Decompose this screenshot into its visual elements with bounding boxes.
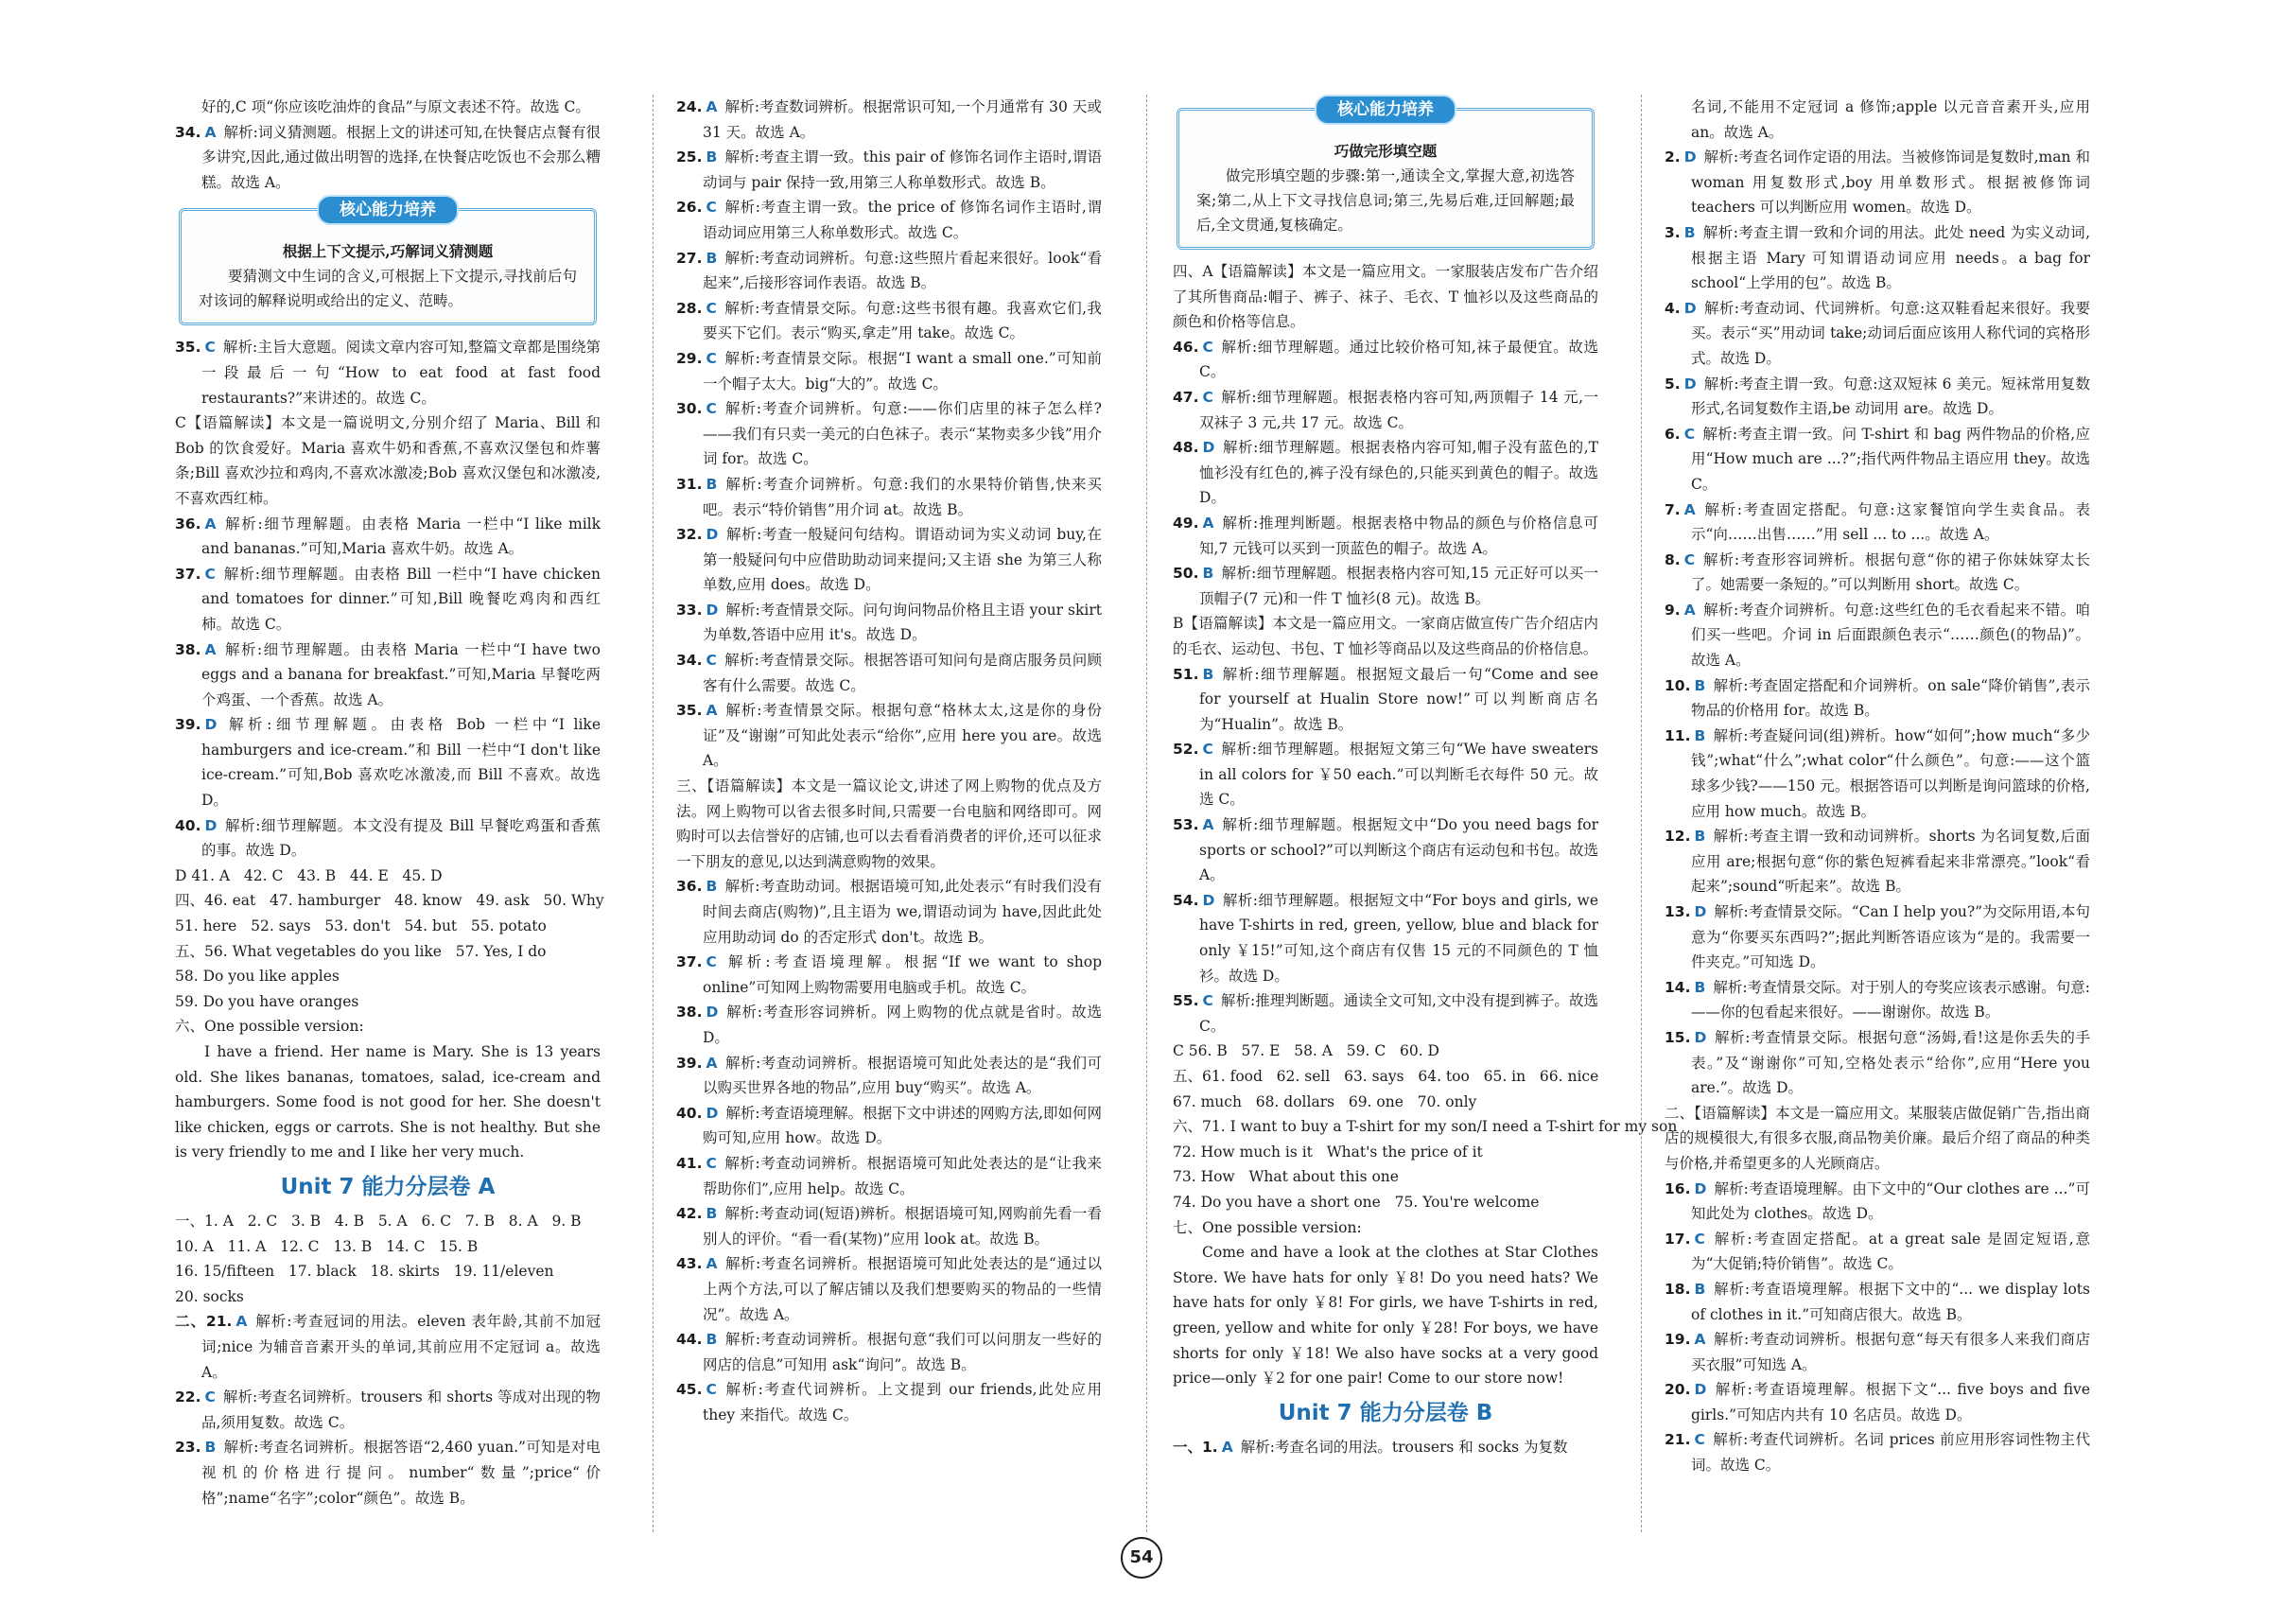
explanation-text: 解析:考查语境理解。根据下文中讲述的网购方法,即如何网购可知,应用 how。故选 D。 bbox=[703, 1104, 1102, 1147]
answer-letter: A bbox=[1202, 514, 1214, 532]
question-number: 51. bbox=[1173, 665, 1199, 683]
question-number: 14. bbox=[1665, 978, 1691, 996]
tip-box bbox=[179, 201, 597, 325]
explanation-text: 解析:考查情景交际。根据句意“格林太太,这是你的身份证”及“谢谢”可知此处表示“给你”,应用 here you are。故选 A。 bbox=[703, 702, 1102, 770]
answer-letter: A bbox=[706, 98, 718, 115]
explanation-text: 解析:考查固定搭配。句意:这家餐馆向学生卖食品。表示“向……出售……”用 sell ... to ...。故选 A。 bbox=[1691, 500, 2090, 544]
question-number: 35. bbox=[676, 702, 703, 720]
answer-item bbox=[175, 120, 601, 196]
answer-item bbox=[1665, 975, 2090, 1025]
explanation-text: 解析:考查动词辨析。根据句意“每天有很多人来我们商店买衣服”可知选 A。 bbox=[1691, 1331, 2090, 1373]
answer-item bbox=[676, 246, 1102, 296]
explanation-text: 解析:考查冠词的用法。eleven 表年龄,其前不加冠词;nice 为辅音音素开头的单词,其前应用不定冠词 a。故选 A。 bbox=[201, 1313, 601, 1381]
explanation-text: 解析:细节理解题。通过比较价格可知,袜子最便宜。故选 C。 bbox=[1199, 338, 1598, 381]
answer-letter: A bbox=[1221, 1438, 1233, 1456]
answer-item bbox=[1173, 385, 1598, 435]
question-number: 35. bbox=[175, 339, 201, 357]
answer-letter: A bbox=[1694, 1331, 1706, 1349]
explanation-text: 解析:细节理解题。根据短文中“For boys and girls, we have T-shirts in red, green, yellow, blue and black for only ￥15!”可知,这个商店有仅售 15 元的不同颜色的 T 恤衫。故选 D。 bbox=[1199, 891, 1598, 985]
question-number: 16. bbox=[1665, 1179, 1691, 1197]
explanation-text: 解析:考查代词辨析。上文提到 our friends,此处应用 they 来指代。故选 C。 bbox=[703, 1381, 1102, 1423]
explanation-text: 解析:考查代词辨析。名词 prices 前应用形容词性物主代词。故选 C。 bbox=[1691, 1431, 2090, 1475]
question-number: 7. bbox=[1665, 500, 1681, 518]
answer-item bbox=[1665, 1327, 2090, 1377]
answer-line: 67. much 68. dollars 69. one 70. only bbox=[1173, 1092, 1477, 1110]
passage-summary: 四、A【语篇解读】本文是一篇应用文。一家服装店发布广告介绍了其所售商品:帽子、裤子、袜子、毛衣、T 恤衫以及这些商品的颜色和价格等信息。 bbox=[1173, 263, 1598, 331]
answer-line: 51. here 52. says 53. don't 54. but 55. potato bbox=[175, 917, 547, 935]
answer-letter: A bbox=[204, 123, 217, 141]
answer-letter: C bbox=[1202, 388, 1213, 406]
answer-item bbox=[676, 346, 1102, 396]
passage-summary: 三、【语篇解读】本文是一篇议论文,讲述了网上购物的优点及方法。网上购物可以省去很多时间,只需要一台电脑和网络即可。网购时可以去信誉好的店铺,也可以去看看消费者的评价,还可以征求一下朋友的意见,以达到满意购物的效果。 bbox=[676, 777, 1102, 870]
question-number: 17. bbox=[1665, 1230, 1691, 1248]
answer-item bbox=[1173, 888, 1598, 988]
explanation-text: 解析:考查主谓一致。句意:这双短袜 6 美元。短袜常用复数形式,名词复数作主语,be 动词用 are。故选 D。 bbox=[1691, 375, 2090, 418]
answer-item bbox=[1665, 824, 2090, 899]
answer-letter: C bbox=[706, 349, 717, 367]
answer-item bbox=[1665, 296, 2090, 372]
answer-letter: A bbox=[204, 515, 217, 533]
answer-letter: D bbox=[1683, 148, 1697, 166]
question-number: 23. bbox=[175, 1439, 201, 1457]
question-number: 46. bbox=[1173, 338, 1199, 356]
answer-item bbox=[1665, 899, 2090, 975]
answer-letter: D bbox=[1694, 1028, 1707, 1046]
question-number: 29. bbox=[676, 349, 703, 367]
answer-item bbox=[1665, 498, 2090, 548]
tip-body: 要猜测文中生词的含义,可根据上下文提示,寻找前后句对该词的解释说明或给出的定义、范畴。 bbox=[199, 268, 577, 310]
question-number: 15. bbox=[1665, 1028, 1691, 1046]
answer-item bbox=[175, 1309, 601, 1385]
answer-letter: A bbox=[706, 1054, 718, 1072]
explanation-text: 解析:考查主谓一致。the price of 修饰名词作主语时,谓语动词应用第三人称单数形式。故选 C。 bbox=[703, 199, 1102, 241]
answer-letter: B bbox=[706, 249, 718, 267]
answer-letter: D bbox=[1202, 439, 1215, 457]
question-number: 20. bbox=[1665, 1381, 1691, 1399]
explanation-text: 解析:考查疑问词(组)辨析。how“如何”;how much“多少钱”;what“什么”;what color“什么颜色”。句意:——这个篮球多少钱?——150 元。根据答语可以判断是询问篮球的价格,应用 how much。故选 B。 bbox=[1691, 726, 2090, 820]
answer-item bbox=[175, 813, 601, 864]
explanation-text: 解析:细节理解题。根据短文中“Do you need bags for sports or school?”可以判断这个商店有运动包和书包。故选 A。 bbox=[1199, 816, 1598, 884]
question-number: 18. bbox=[1665, 1280, 1691, 1298]
answer-item bbox=[1665, 724, 2090, 824]
question-number: 32. bbox=[676, 526, 703, 544]
explanation-text: 解析:考查名词作定语的用法。当被修饰词是复数时,man 和 woman 用复数形式,boy 用单数形式。根据被修饰词 teachers 可以判断应用 women。故选 D。 bbox=[1691, 148, 2090, 217]
question-number: 9. bbox=[1665, 601, 1681, 619]
answer-item bbox=[1665, 1227, 2090, 1277]
explanation-text: 解析:考查形容词辨析。网上购物的优点就是省时。故选 D。 bbox=[703, 1004, 1102, 1046]
answer-letter: B bbox=[1694, 1280, 1706, 1298]
answer-item bbox=[676, 296, 1102, 346]
question-number: 37. bbox=[676, 953, 703, 971]
explanation-text: 解析:考查形容词辨析。根据句意“你的裙子你妹妹穿太长了。她需要一条短的。”可以判断用 short。故选 C。 bbox=[1691, 550, 2090, 594]
answer-line: 58. Do you like apples bbox=[175, 968, 340, 986]
answer-letter: B bbox=[706, 1205, 718, 1223]
explanation-text: 解析:考查主谓一致。问 T-shirt 和 bag 两件物品的价格,应用“How much are ...?”;指代两件物品主语应用 they。故选 C。 bbox=[1691, 425, 2090, 493]
answer-item bbox=[676, 1051, 1102, 1101]
answer-line: 五、61. food 62. sell 63. says 64. too 65. in 66. nice bbox=[1173, 1068, 1599, 1085]
answer-item bbox=[676, 950, 1102, 1000]
explanation-text: 解析:考查语境理解。由下文中的“Our clothes are ...”可知此处为 clothes。故选 D。 bbox=[1691, 1179, 2090, 1223]
tip-body: 做完形填空题的步骤:第一,通读全文,掌握大意,初选答案;第二,从上下文寻找信息词;第三,先易后难,迂回解题;最后,全文贯通,复核确定。 bbox=[1196, 167, 1575, 234]
answer-item bbox=[1665, 1277, 2090, 1327]
answer-letter: C bbox=[1694, 1431, 1705, 1449]
answer-letter: C bbox=[706, 1154, 717, 1172]
question-number: 47. bbox=[1173, 388, 1199, 406]
answer-item bbox=[676, 1201, 1102, 1251]
tip-title: 巧做完形填空题 bbox=[1334, 142, 1438, 160]
answer-letter: D bbox=[1683, 375, 1697, 393]
question-number: 54. bbox=[1173, 891, 1199, 909]
explanation-text: 解析:考查情景交际。问句询问物品价格且主语 your skirt 为单数,答语中应用 it's。故选 D。 bbox=[703, 601, 1102, 644]
answer-letter: B bbox=[1202, 565, 1214, 583]
tip-box bbox=[1177, 100, 1595, 250]
answer-letter: A bbox=[706, 1255, 718, 1273]
answer-letter: A bbox=[235, 1313, 248, 1331]
question-number: 31. bbox=[676, 475, 703, 493]
answer-letter: C bbox=[706, 199, 717, 217]
question-number: 21. bbox=[1665, 1431, 1691, 1449]
answer-letter: C bbox=[706, 953, 717, 971]
unit-heading: Unit 7 能力分层卷 A bbox=[280, 1174, 496, 1199]
question-number: 一、1. bbox=[1173, 1438, 1218, 1456]
answer-item bbox=[1665, 372, 2090, 422]
answer-letter: B bbox=[1694, 828, 1706, 846]
answer-letter: B bbox=[706, 1331, 718, 1349]
answer-letter: D bbox=[706, 526, 719, 544]
answer-item bbox=[1173, 335, 1598, 385]
explanation-text: 解析:考查动词、代词辨析。句意:这双鞋看起来很好。我要买。表示“买”用动词 take;动词后面应该用人称代词的宾格形式。故选 D。 bbox=[1691, 299, 2090, 367]
answer-item bbox=[676, 1151, 1102, 1201]
answer-item bbox=[676, 195, 1102, 245]
answer-line: D 41. A 42. C 43. B 44. E 45. D bbox=[175, 866, 443, 884]
tip-badge: 核心能力培养 bbox=[317, 195, 459, 225]
question-number: 25. bbox=[676, 148, 703, 166]
explanation-text: 解析:细节理解题。根据表格内容可知,两顶帽子 14 元,一双袜子 3 元,共 17 元。故选 C。 bbox=[1199, 388, 1598, 431]
question-number: 6. bbox=[1665, 425, 1681, 443]
answer-line: 七、One possible version: bbox=[1173, 1218, 1362, 1236]
explanation-text: 解析:考查动词辨析。根据语境可知此处表达的是“我们可以购买世界各地的物品”,应用 buy“购买”。故选 A。 bbox=[703, 1054, 1102, 1097]
answer-letter: A bbox=[204, 640, 217, 658]
explanation-text: 解析:细节理解题。由表格 Maria 一栏中“I like milk and bananas.”可知,Maria 喜欢牛奶。故选 A。 bbox=[201, 515, 601, 558]
answer-letter: D bbox=[1694, 903, 1707, 920]
explanation-text: 解析:考查情景交际。根据“I want a small one.”可知前一个帽子太大。big“大的”。故选 C。 bbox=[703, 349, 1102, 393]
answer-letter: C bbox=[1202, 338, 1213, 356]
question-number: 24. bbox=[676, 98, 703, 115]
question-number: 11. bbox=[1665, 726, 1691, 744]
answer-letter: B bbox=[706, 475, 718, 493]
answer-letter: C bbox=[1202, 992, 1213, 1010]
answer-item bbox=[175, 1385, 601, 1435]
answer-letter: D bbox=[706, 601, 719, 619]
answer-item bbox=[1173, 561, 1598, 611]
explanation-text: 解析:考查主谓一致和动词辨析。shorts 为名词复数,后面应用 are;根据句意“你的紫色短裤看起来非常漂亮。”look“看起来”;sound“听起来”。故选 B。 bbox=[1691, 828, 2090, 896]
answer-line: 一、1. A 2. C 3. B 4. B 5. A 6. C 7. B 8. A 9. B bbox=[175, 1212, 582, 1230]
answer-item bbox=[676, 598, 1102, 648]
answer-line: 四、46. eat 47. hamburger 48. know 49. ask 50. Why bbox=[175, 892, 604, 910]
column-divider bbox=[653, 95, 654, 1532]
answer-line: 59. Do you have oranges bbox=[175, 992, 359, 1010]
answer-item bbox=[175, 512, 601, 562]
answer-column-4 bbox=[1665, 95, 2090, 1532]
explanation-text: 解析:主旨大意题。阅读文章内容可知,整篇文章都是围绕第一段最后一句“How to eat food at fast food restaurants?”来讲述的。故选 C。 bbox=[201, 339, 601, 407]
answer-item bbox=[1665, 1377, 2090, 1427]
answer-letter: A bbox=[1683, 601, 1696, 619]
answer-letter: C bbox=[1683, 425, 1696, 443]
question-number: 28. bbox=[676, 299, 703, 317]
question-number: 5. bbox=[1665, 375, 1681, 393]
sample-essay: I have a friend. Her name is Mary. She is 13 years old. She likes bananas, tomatoes, salad, ice-cream and hamburgers. Some food is not good for her. She doesn't like chicken, eggs or carrots. She is not healthy. But she is very friendly to me and I like her very much. bbox=[175, 1043, 601, 1161]
question-number: 39. bbox=[175, 716, 201, 734]
question-number: 40. bbox=[676, 1104, 703, 1122]
answer-item bbox=[676, 1251, 1102, 1327]
explanation-text: 解析:细节理解题。本文没有提及 Bill 早餐吃鸡蛋和香蕉的事。故选 D。 bbox=[201, 816, 601, 860]
answer-item bbox=[1173, 511, 1598, 561]
question-number: 43. bbox=[676, 1255, 703, 1273]
explanation-text: 解析:细节理解题。由表格 Bill 一栏中“I have chicken and tomatoes for dinner.”可知,Bill 晚餐吃鸡肉和西红柿。故选 C。 bbox=[201, 565, 601, 633]
question-number: 50. bbox=[1173, 565, 1199, 583]
answer-item bbox=[1665, 220, 2090, 296]
answer-letter: C bbox=[204, 565, 216, 583]
question-number: 二、21. bbox=[175, 1313, 233, 1331]
answer-letter: D bbox=[1683, 299, 1697, 317]
answer-letter: D bbox=[706, 1104, 719, 1122]
question-number: 42. bbox=[676, 1205, 703, 1223]
answer-line: 72. How much is it What's the price of it bbox=[1173, 1143, 1483, 1161]
answer-item bbox=[1665, 1427, 2090, 1477]
explanation-text: 解析:考查助动词。根据语境可知,此处表示“有时我们没有时间去商店(购物)”,且主语为 we,谓语动词为 have,因此此处应用助动词 do 的否定形式 don't。故选 B。 bbox=[703, 878, 1102, 946]
question-number: 26. bbox=[676, 199, 703, 217]
answer-letter: C bbox=[204, 339, 216, 357]
answer-letter: B bbox=[706, 878, 718, 896]
passage-summary: B【语篇解读】本文是一篇应用文。一家商店做宣传广告介绍店内的毛衣、运动包、书包、T 恤衫等商品以及这些商品的价格信息。 bbox=[1173, 615, 1598, 657]
question-number: 40. bbox=[175, 816, 201, 834]
column-divider bbox=[1641, 95, 1642, 1532]
explanation-text: 解析:推理判断题。根据表格中物品的颜色与价格信息可知,7 元钱可以买到一顶蓝色的帽子。故选 A。 bbox=[1199, 514, 1598, 557]
answer-line: 16. 15/fifteen 17. black 18. skirts 19. 11/eleven bbox=[175, 1263, 554, 1281]
question-number: 37. bbox=[175, 565, 201, 583]
explanation-text: 解析:考查名词辨析。根据答语“2,460 yuan.”可知是对电视机的价格进行提问。number“数量”;price“价格”;name“名字”;color“颜色”。故选 B。 bbox=[201, 1439, 601, 1507]
answer-letter: B bbox=[1694, 726, 1706, 744]
answer-item bbox=[1173, 435, 1598, 511]
answer-letter: C bbox=[706, 299, 717, 317]
explanation-text: 解析:考查介词辨析。句意:我们的水果特价销售,快来买吧。表示“特价销售”用介词 at。故选 B。 bbox=[703, 475, 1102, 518]
passage-summary: C【语篇解读】本文是一篇说明文,分别介绍了 Maria、Bill 和 Bob 的饮食爱好。Maria 喜欢牛奶和香蕉,不喜欢汉堡包和炸薯条;Bill 喜欢沙拉和鸡肉,不喜欢冰激凌;Bob 喜欢汉堡包和冰激凌,不喜欢西红柿。 bbox=[175, 414, 601, 507]
explanation-text: 解析:考查情景交际。根据答语可知问句是商店服务员问顾客有什么需要。故选 C。 bbox=[703, 652, 1102, 694]
explanation-text: 解析:考查名词辨析。trousers 和 shorts 等成对出现的物品,须用复数。故选 C。 bbox=[201, 1388, 601, 1431]
continued-text: 名词,不能用不定冠词 a 修饰;apple 以元音音素开头,应用 an。故选 A。 bbox=[1691, 98, 2090, 141]
question-number: 3. bbox=[1665, 223, 1681, 241]
answer-item bbox=[175, 712, 601, 812]
passage-summary: 二、【语篇解读】本文是一篇应用文。某服装店做促销广告,指出商店的规模很大,有很多衣服,商品物美价廉。最后介绍了商品的种类与价格,并希望更多的人光顾商店。 bbox=[1665, 1104, 2090, 1172]
answer-letter: D bbox=[1694, 1381, 1707, 1399]
answer-item bbox=[1665, 422, 2090, 498]
question-number: 39. bbox=[676, 1054, 703, 1072]
answer-letter: C bbox=[204, 1388, 216, 1406]
answer-item bbox=[1173, 662, 1598, 738]
explanation-text: 解析:考查情景交际。对于别人的夸奖应该表示感谢。句意:——你的包看起来很好。——谢谢你。故选 B。 bbox=[1691, 978, 2090, 1022]
answer-letter: B bbox=[1694, 676, 1706, 694]
explanation-text: 解析:考查动词(短语)辨析。根据语境可知,网购前先看一看别人的评价。“看一看(某物)”应用 look at。故选 B。 bbox=[703, 1205, 1102, 1248]
explanation-text: 解析:考查名词辨析。根据语境可知此处表达的是“通过以上两个方法,可以了解店铺以及我们想要购买的物品的一些情况”。故选 A。 bbox=[703, 1255, 1102, 1323]
answer-line: 五、56. What vegetables do you like 57. Yes, I do bbox=[175, 942, 547, 960]
explanation-text: 解析:考查语境理解。根据下文中的“... we display lots of clothes in it.”可知商店很大。故选 B。 bbox=[1691, 1280, 2090, 1323]
explanation-text: 解析:细节理解题。由表格 Bob 一栏中“I like hamburgers and ice-cream.”和 Bill 一栏中“I don't like ice-cream.”可知,Bob 喜欢吃冰激凌,而 Bill 不喜欢。故选 D。 bbox=[201, 716, 601, 810]
question-number: 45. bbox=[676, 1381, 703, 1399]
question-number: 34. bbox=[676, 652, 703, 670]
tip-badge: 核心能力培养 bbox=[1315, 95, 1456, 125]
question-number: 52. bbox=[1173, 741, 1199, 759]
answer-line: 六、One possible version: bbox=[175, 1018, 364, 1036]
question-number: 36. bbox=[676, 878, 703, 896]
answer-item bbox=[676, 698, 1102, 774]
question-number: 19. bbox=[1665, 1331, 1691, 1349]
answer-line: C 56. B 57. E 58. A 59. C 60. D bbox=[1173, 1042, 1439, 1060]
question-number: 44. bbox=[676, 1331, 703, 1349]
answer-item bbox=[676, 1101, 1102, 1151]
answer-line: 73. How What about this one bbox=[1173, 1168, 1399, 1186]
answer-letter: B bbox=[1694, 978, 1706, 996]
question-number: 10. bbox=[1665, 676, 1691, 694]
answer-item bbox=[1173, 1435, 1598, 1460]
explanation-text: 解析:考查情景交际。“Can I help you?”为交际用语,本句意为“你要买东西吗?”;据此判断答语应该为“是的。我需要一件夹克。”可知选 D。 bbox=[1691, 903, 2090, 971]
answer-item bbox=[1665, 1177, 2090, 1227]
answer-item bbox=[676, 648, 1102, 698]
question-number: 38. bbox=[175, 640, 201, 658]
answer-item bbox=[175, 562, 601, 637]
answer-letter: C bbox=[1202, 741, 1213, 759]
answer-item bbox=[1173, 737, 1598, 812]
explanation-text: 解析:考查介词辨析。句意:——你们店里的袜子怎么样?——我们有只卖一美元的白色袜子。表示“某物卖多少钱”用介词 for。故选 C。 bbox=[703, 400, 1102, 468]
question-number: 22. bbox=[175, 1388, 201, 1406]
unit-heading: Unit 7 能力分层卷 B bbox=[1278, 1400, 1493, 1425]
question-number: 13. bbox=[1665, 903, 1691, 920]
answer-letter: D bbox=[1694, 1179, 1707, 1197]
answer-item bbox=[175, 335, 601, 410]
answer-item bbox=[676, 1000, 1102, 1050]
explanation-text: 解析:考查一般疑问句结构。谓语动词为实义动词 buy,在第一般疑问句中应借助助动词来提问;又主语 she 为第三人称单数,应用 does。故选 D。 bbox=[703, 526, 1102, 594]
explanation-text: 解析:细节理解题。根据短文第三句“We have sweaters in all colors for ￥50 each.”可以判断毛衣每件 50 元。故选 C。 bbox=[1199, 741, 1598, 809]
question-number: 34. bbox=[175, 123, 201, 141]
answer-line: 20. socks bbox=[175, 1287, 244, 1305]
answer-letter: C bbox=[1694, 1230, 1705, 1248]
answer-line: 10. A 11. A 12. C 13. B 14. C 15. B bbox=[175, 1237, 479, 1255]
answer-letter: A bbox=[1202, 816, 1214, 834]
explanation-text: 解析:细节理解题。由表格 Maria 一栏中“I have two eggs and a banana for breakfast.”可知,Maria 早餐吃两个鸡蛋、一个香蕉。故选 A。 bbox=[201, 640, 601, 708]
sample-essay: Come and have a look at the clothes at Star Clothes Store. We have hats for only ￥8! Do you need hats? We have hats for only ￥8! For girls, we have T-shirts in red, green, yellow and white for only ￥28! For boys, we have shorts for only ￥18! We also have socks at a very good price—only ￥2 for one pair! Come to our store now! bbox=[1173, 1244, 1598, 1388]
question-number: 33. bbox=[676, 601, 703, 619]
question-number: 53. bbox=[1173, 816, 1199, 834]
answer-item bbox=[175, 637, 601, 713]
column-divider bbox=[1146, 95, 1147, 1532]
tip-title: 根据上下文提示,巧解词义猜测题 bbox=[282, 242, 494, 261]
answer-item bbox=[1173, 988, 1598, 1039]
question-number: 38. bbox=[676, 1004, 703, 1022]
question-number: 30. bbox=[676, 400, 703, 418]
answer-letter: D bbox=[204, 716, 218, 734]
explanation-text: 解析:考查情景交际。根据句意“汤姆,看!这是你丢失的手表。”及“谢谢你”可知,空格处表示“给你”,应用“Here you are.”。故选 D。 bbox=[1691, 1028, 2090, 1097]
answer-letter: B bbox=[204, 1439, 217, 1457]
answer-letter: C bbox=[1683, 550, 1696, 568]
answer-item bbox=[676, 1327, 1102, 1377]
answer-letter: B bbox=[1683, 223, 1696, 241]
question-number: 55. bbox=[1173, 992, 1199, 1010]
explanation-text: 解析:考查名词的用法。trousers 和 socks 为复数 bbox=[1240, 1438, 1568, 1456]
question-number: 2. bbox=[1665, 148, 1681, 166]
explanation-text: 解析:考查介词辨析。句意:这些红色的毛衣看起来不错。咱们买一些吧。介词 in 后面跟颜色表示“……颜色(的物品)”。故选 A。 bbox=[1691, 601, 2090, 670]
answer-letter: A bbox=[1683, 500, 1696, 518]
answer-item bbox=[676, 472, 1102, 522]
explanation-text: 解析:考查主谓一致。this pair of 修饰名词作主语时,谓语动词与 pair 保持一致,用第三人称单数形式。故选 B。 bbox=[703, 148, 1102, 191]
answer-letter: C bbox=[706, 1381, 717, 1399]
answer-item bbox=[1665, 145, 2090, 220]
answer-line: 74. Do you have a short one 75. You're welcome bbox=[1173, 1193, 1540, 1211]
answer-letter: D bbox=[1202, 891, 1215, 909]
answer-item bbox=[676, 145, 1102, 195]
answer-item bbox=[175, 1435, 601, 1510]
explanation-text: 解析:考查语境理解。根据下文“... five boys and five girls.”可知店内共有 10 名店员。故选 D。 bbox=[1691, 1381, 2090, 1423]
answer-letter: B bbox=[1202, 665, 1214, 683]
question-number: 49. bbox=[1173, 514, 1199, 532]
question-number: 36. bbox=[175, 515, 201, 533]
answer-letter: A bbox=[706, 702, 718, 720]
answer-item bbox=[676, 874, 1102, 950]
explanation-text: 解析:考查数词辨析。根据常识可知,一个月通常有 30 天或 31 天。故选 A。 bbox=[703, 98, 1102, 141]
question-number: 12. bbox=[1665, 828, 1691, 846]
explanation-text: 解析:细节理解题。根据表格内容可知,15 元正好可以买一顶帽子(7 元)和一件 T 恤衫(8 元)。故选 B。 bbox=[1199, 565, 1598, 607]
continued-text: 好的,C 项“你应该吃油炸的食品”与原文表述不符。故选 C。 bbox=[201, 98, 590, 115]
answer-letter: B bbox=[706, 148, 718, 166]
answer-letter: D bbox=[204, 816, 218, 834]
answer-line: 六、71. I want to buy a T-shirt for my son/I need a T-shirt for my son bbox=[1173, 1118, 1678, 1136]
answer-item bbox=[1665, 548, 2090, 598]
explanation-text: 解析:考查固定搭配。at a great sale 是固定短语,意为“大促销;特价销售”。故选 C。 bbox=[1691, 1230, 2090, 1273]
answer-item bbox=[676, 1377, 1102, 1427]
page-number: 54 bbox=[1121, 1537, 1162, 1579]
explanation-text: 解析:考查主谓一致和介词的用法。此处 need 为实义动词,根据主语 Mary 可知谓语动词应用 needs。a bag for school“上学用的包”。故选 B。 bbox=[1691, 223, 2090, 292]
answer-item bbox=[676, 95, 1102, 145]
answer-column-1 bbox=[175, 95, 604, 1532]
explanation-text: 解析:细节理解题。根据短文最后一句“Come and see for yourself at Hualin Store now!”可以判断商店名为“Hualin”。故选 B。 bbox=[1199, 665, 1598, 733]
explanation-text: 解析:考查情景交际。句意:这些书很有趣。我喜欢它们,我要买下它们。表示“购买,拿走”用 take。故选 C。 bbox=[703, 299, 1102, 342]
explanation-text: 解析:考查固定搭配和介词辨析。on sale“降价销售”,表示物品的价格用 for。故选 B。 bbox=[1691, 676, 2090, 720]
answer-item bbox=[1173, 812, 1598, 888]
explanation-text: 解析:推理判断题。通读全文可知,文中没有提到裤子。故选 C。 bbox=[1199, 992, 1598, 1035]
answer-item bbox=[676, 522, 1102, 598]
answer-letter: C bbox=[706, 652, 717, 670]
explanation-text: 解析:考查动词辨析。根据句意“我们可以问朋友一些好的网店的信息”可知用 ask“询问”。故选 B。 bbox=[703, 1331, 1102, 1373]
explanation-text: 解析:考查动词辨析。句意:这些照片看起来很好。look“看起来”,后接形容词作表语。故选 B。 bbox=[703, 249, 1102, 292]
answer-letter: D bbox=[706, 1004, 719, 1022]
answer-item bbox=[1665, 673, 2090, 724]
question-number: 4. bbox=[1665, 299, 1681, 317]
explanation-text: 解析:词义猜测题。根据上文的讲述可知,在快餐店点餐有很多讲究,因此,通过做出明智的选择,在快餐店吃饭也不会那么糟糕。故选 A。 bbox=[201, 123, 601, 191]
question-number: 41. bbox=[676, 1154, 703, 1172]
answer-column-2 bbox=[676, 95, 1102, 1532]
explanation-text: 解析:细节理解题。根据表格内容可知,帽子没有蓝色的,T 恤衫没有红色的,裤子没有绿色的,只能买到黄色的帽子。故选 D。 bbox=[1199, 439, 1598, 507]
question-number: 27. bbox=[676, 249, 703, 267]
answer-item bbox=[1665, 598, 2090, 673]
explanation-text: 解析:考查动词辨析。根据语境可知此处表达的是“让我来帮助你们”,应用 help。故选 C。 bbox=[703, 1154, 1102, 1197]
explanation-text: 解析:考查语境理解。根据“If we want to shop online”可知网上购物需要用电脑或手机。故选 C。 bbox=[703, 953, 1102, 996]
answer-letter: C bbox=[706, 400, 717, 418]
question-number: 48. bbox=[1173, 439, 1199, 457]
answer-item bbox=[676, 396, 1102, 472]
answer-item bbox=[1665, 1025, 2090, 1101]
question-number: 8. bbox=[1665, 550, 1681, 568]
